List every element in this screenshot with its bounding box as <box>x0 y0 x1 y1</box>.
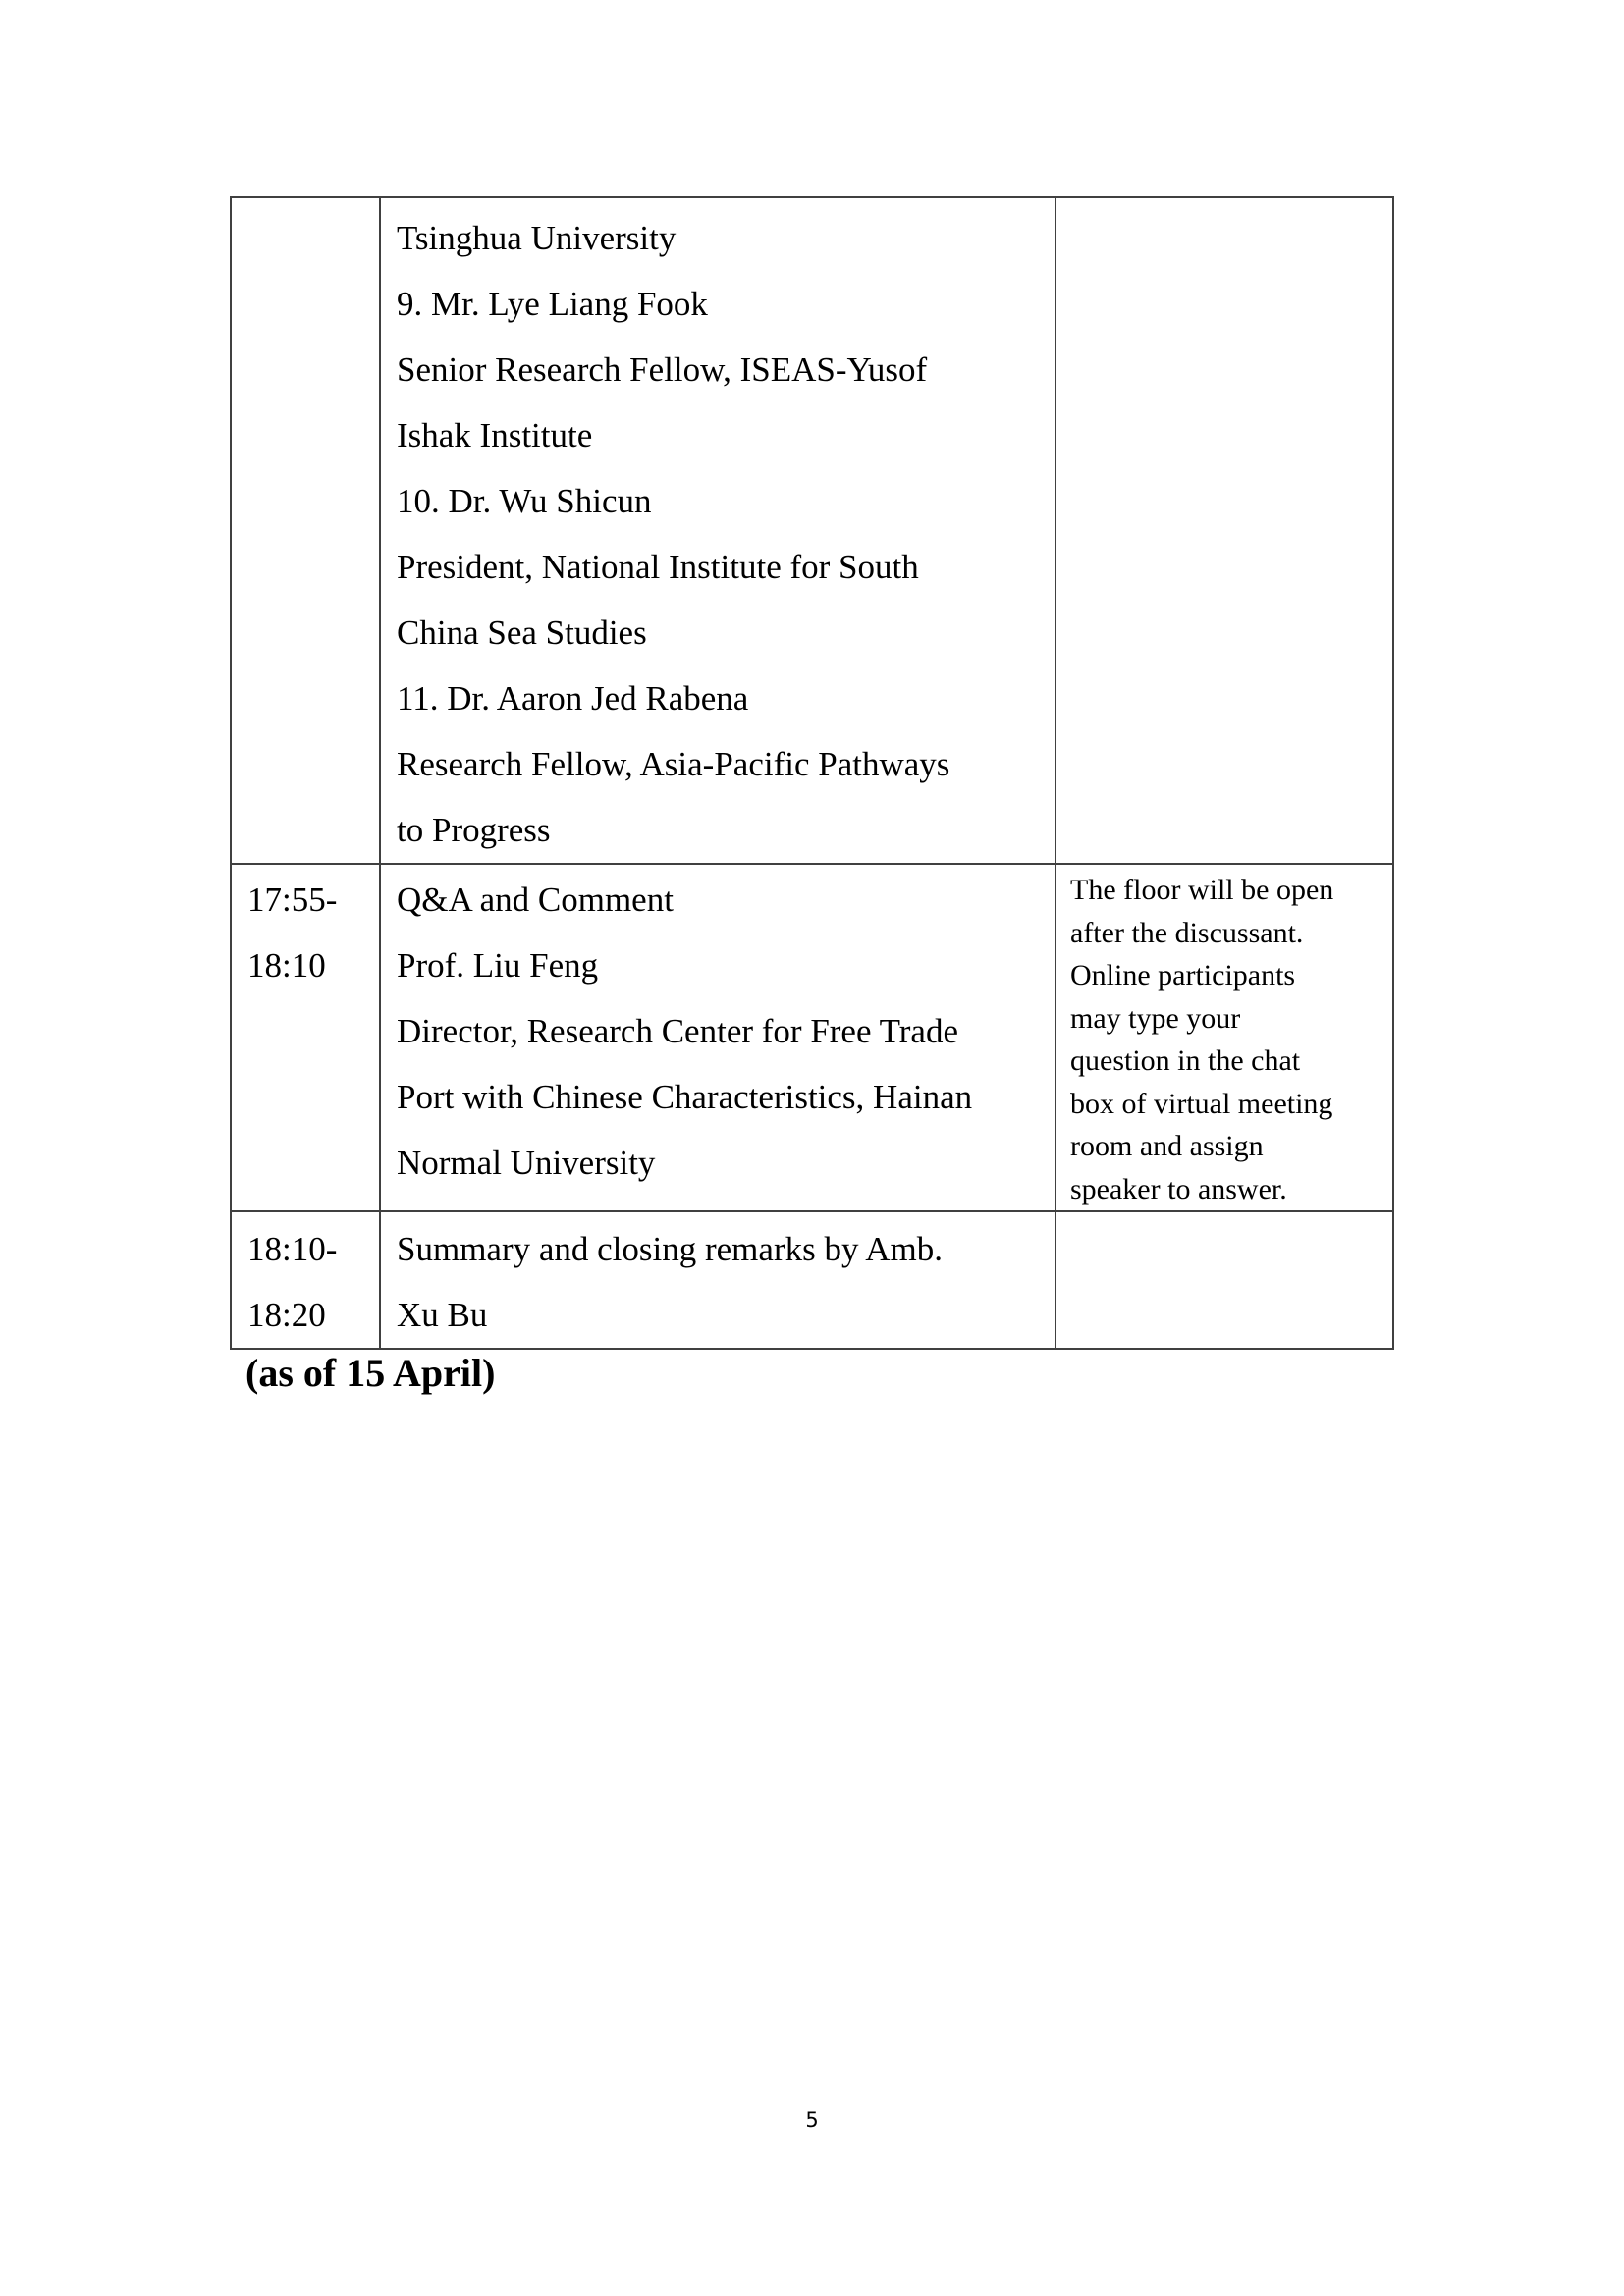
speaker-affiliation: China Sea Studies <box>397 614 647 652</box>
speaker-name: Xu Bu <box>397 1296 488 1334</box>
speaker-name: 10. Dr. Wu Shicun <box>397 482 652 520</box>
speaker-affiliation: Senior Research Fellow, ISEAS-Yusof <box>397 350 928 389</box>
time-end: 18:20 <box>247 1296 326 1334</box>
speaker-name: Prof. Liu Feng <box>397 946 599 985</box>
note-line: question in the chat <box>1070 1044 1301 1077</box>
speaker-name: 11. Dr. Aaron Jed Rabena <box>397 679 749 718</box>
session-title: Q&A and Comment <box>397 881 674 919</box>
notes-cell <box>1056 197 1393 864</box>
agenda-row <box>231 1211 1393 1349</box>
agenda-table <box>230 196 1394 1350</box>
content-cell <box>380 864 1056 1211</box>
note-line: Online participants <box>1070 959 1296 991</box>
note-line: after the discussant. <box>1070 916 1304 949</box>
speaker-affiliation: Ishak Institute <box>397 416 593 454</box>
agenda-row <box>231 197 1393 864</box>
speaker-name: 9. Mr. Lye Liang Fook <box>397 285 708 323</box>
note-line: may type your <box>1070 1001 1241 1035</box>
note-line: The floor will be open <box>1070 874 1334 906</box>
time-cell <box>231 197 380 864</box>
notes-cell <box>1056 864 1393 1211</box>
speaker-affiliation: Research Fellow, Asia-Pacific Pathways <box>397 745 950 783</box>
time-cell <box>231 1211 380 1349</box>
speaker-affiliation: to Progress <box>397 811 551 849</box>
time-end: 18:10 <box>247 946 326 985</box>
speaker-affiliation: Normal University <box>397 1144 656 1182</box>
session-title: Summary and closing remarks by Amb. <box>397 1230 944 1268</box>
content-cell <box>380 197 1056 864</box>
time-cell <box>231 864 380 1211</box>
page-number: 5 <box>805 2109 819 2132</box>
agenda-row <box>231 864 1393 1211</box>
note-line: box of virtual meeting <box>1070 1087 1333 1120</box>
speaker-affiliation: Director, Research Center for Free Trade <box>397 1012 958 1050</box>
speaker-affiliation: Port with Chinese Characteristics, Hainan <box>397 1078 973 1116</box>
speaker-affiliation: President, National Institute for South <box>397 548 919 586</box>
content-cell <box>380 1211 1056 1349</box>
as-of-date-note: (as of 15 April) <box>245 1351 496 1395</box>
note-line: speaker to answer. <box>1070 1172 1287 1205</box>
note-line: room and assign <box>1070 1130 1264 1162</box>
time-start: 17:55- <box>247 881 338 919</box>
speaker-affiliation: Tsinghua University <box>397 219 677 257</box>
time-start: 18:10- <box>247 1230 338 1268</box>
notes-cell <box>1056 1211 1393 1349</box>
